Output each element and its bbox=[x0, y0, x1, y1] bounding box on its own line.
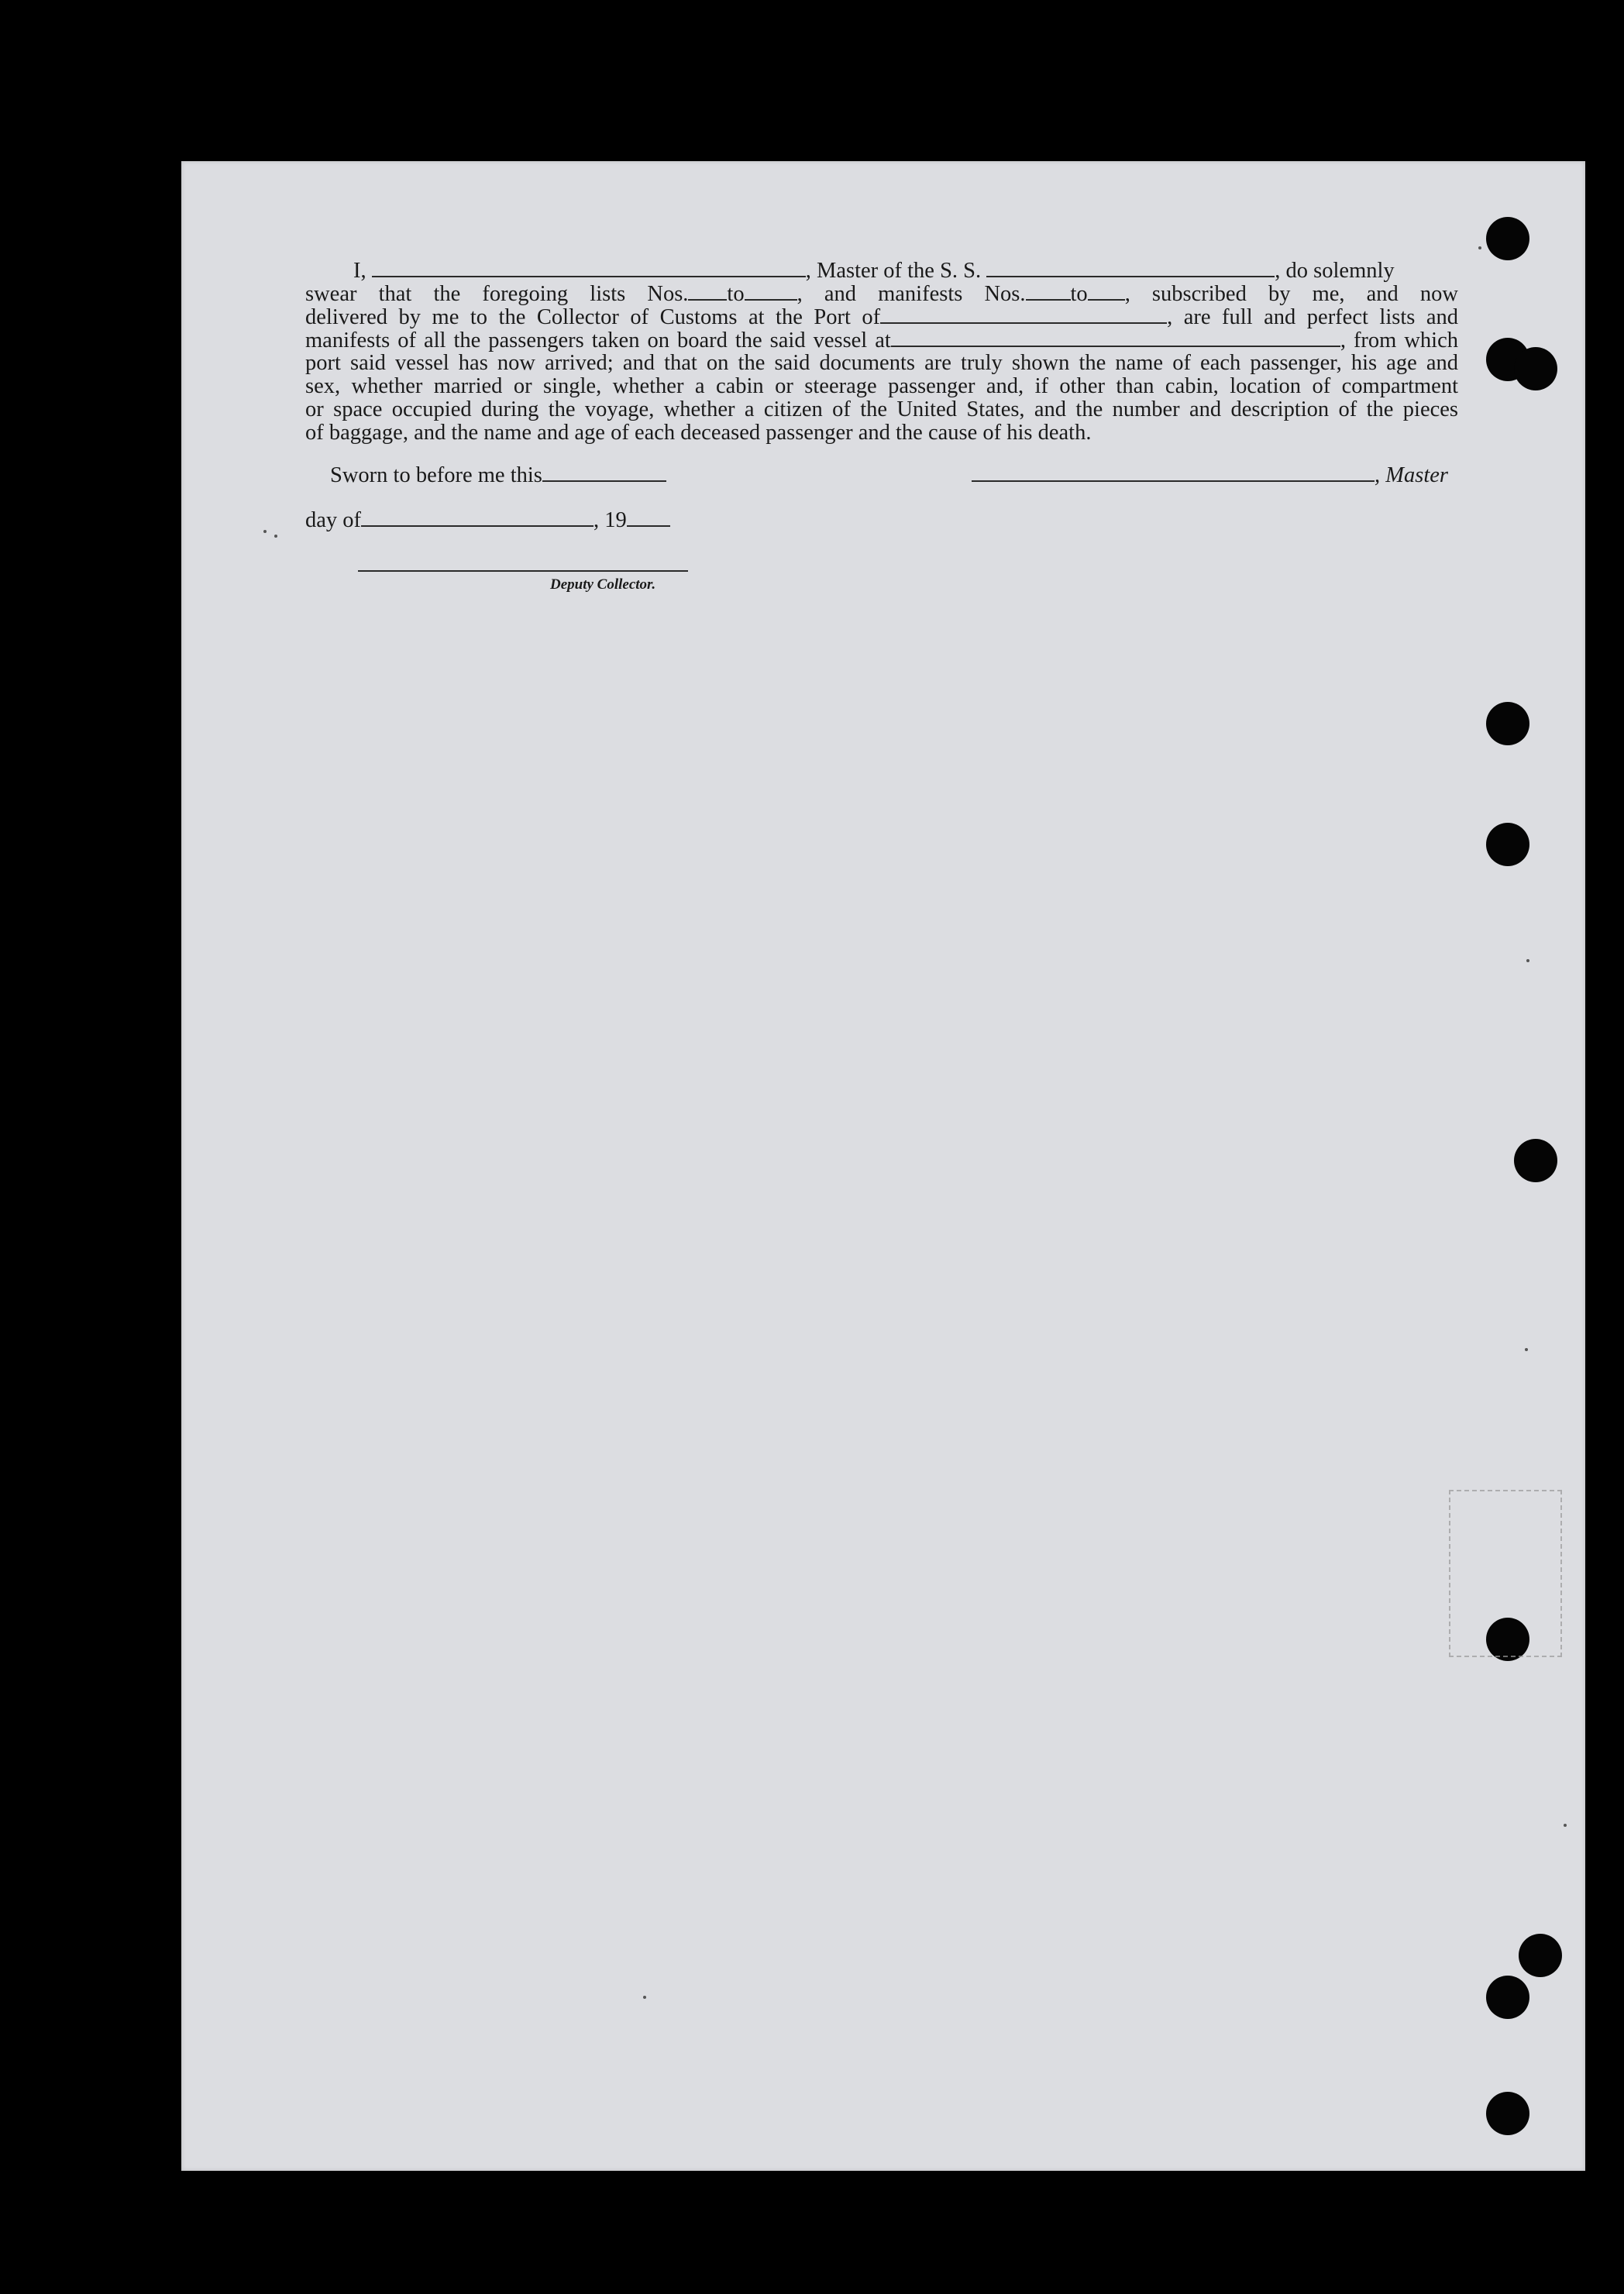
year-blank bbox=[627, 508, 670, 527]
sworn-date-blank bbox=[542, 463, 666, 482]
master-name-blank bbox=[372, 259, 806, 277]
lists-to-blank bbox=[745, 282, 797, 301]
day-of-line: day of , 19 bbox=[305, 508, 670, 532]
binder-hole bbox=[1514, 1139, 1557, 1182]
sworn-line: Sworn to before me this bbox=[330, 463, 666, 487]
oath-line-2: swear that the foregoing lists Nos. to , and manifests Nos. to , subscribed by me, and now bbox=[305, 282, 1458, 306]
binder-hole bbox=[1486, 1976, 1529, 2019]
dust-speck bbox=[1564, 1824, 1567, 1827]
dust-speck bbox=[1526, 959, 1529, 962]
dust-speck bbox=[274, 535, 277, 538]
dust-speck bbox=[1478, 246, 1481, 249]
oath-line-7: or space occupied during the voyage, whether a citizen of the United States, and the number and description of the pieces bbox=[305, 397, 1458, 421]
oath-line-8: of baggage, and the name and age of each deceased passenger and the cause of his death. bbox=[305, 421, 1092, 445]
dust-speck bbox=[263, 530, 267, 533]
binder-hole bbox=[1486, 702, 1529, 745]
dust-speck bbox=[1525, 1348, 1528, 1351]
lists-from-blank bbox=[688, 282, 727, 301]
binder-hole bbox=[1519, 1934, 1562, 1977]
oath-line-3: delivered by me to the Collector of Customs at the Port of , are full and perfect lists and bbox=[305, 305, 1458, 329]
binder-hole bbox=[1514, 347, 1557, 390]
oath-line-1: I, , Master of the S. S. , do solemnly bbox=[353, 259, 1395, 283]
port-of-embarkation-blank bbox=[891, 328, 1340, 347]
oath-line-6: sex, whether married or single, whether a cabin or steerage passenger and, if other than cabin, location of compartment bbox=[305, 374, 1458, 398]
month-blank bbox=[361, 508, 594, 527]
deputy-collector-signature-line bbox=[358, 570, 688, 572]
oath-line-5: port said vessel has now arrived; and that on the said documents are truly shown the name of each passenger, his age and bbox=[305, 351, 1458, 375]
oath-line-4: manifests of all the passengers taken on board the said vessel at , from which bbox=[305, 328, 1458, 353]
port-blank bbox=[880, 305, 1167, 324]
master-signature-line: , Master bbox=[972, 463, 1448, 487]
dust-speck bbox=[643, 1996, 646, 1999]
deputy-collector-label: Deputy Collector. bbox=[550, 576, 656, 593]
manifests-from-blank bbox=[1026, 282, 1071, 301]
binder-hole bbox=[1486, 217, 1529, 260]
vessel-name-blank bbox=[986, 259, 1275, 277]
binder-hole bbox=[1486, 2092, 1529, 2135]
master-signature-blank bbox=[972, 463, 1375, 482]
binder-hole bbox=[1486, 823, 1529, 866]
manifests-to-blank bbox=[1088, 282, 1125, 301]
faint-stamp bbox=[1449, 1490, 1562, 1657]
